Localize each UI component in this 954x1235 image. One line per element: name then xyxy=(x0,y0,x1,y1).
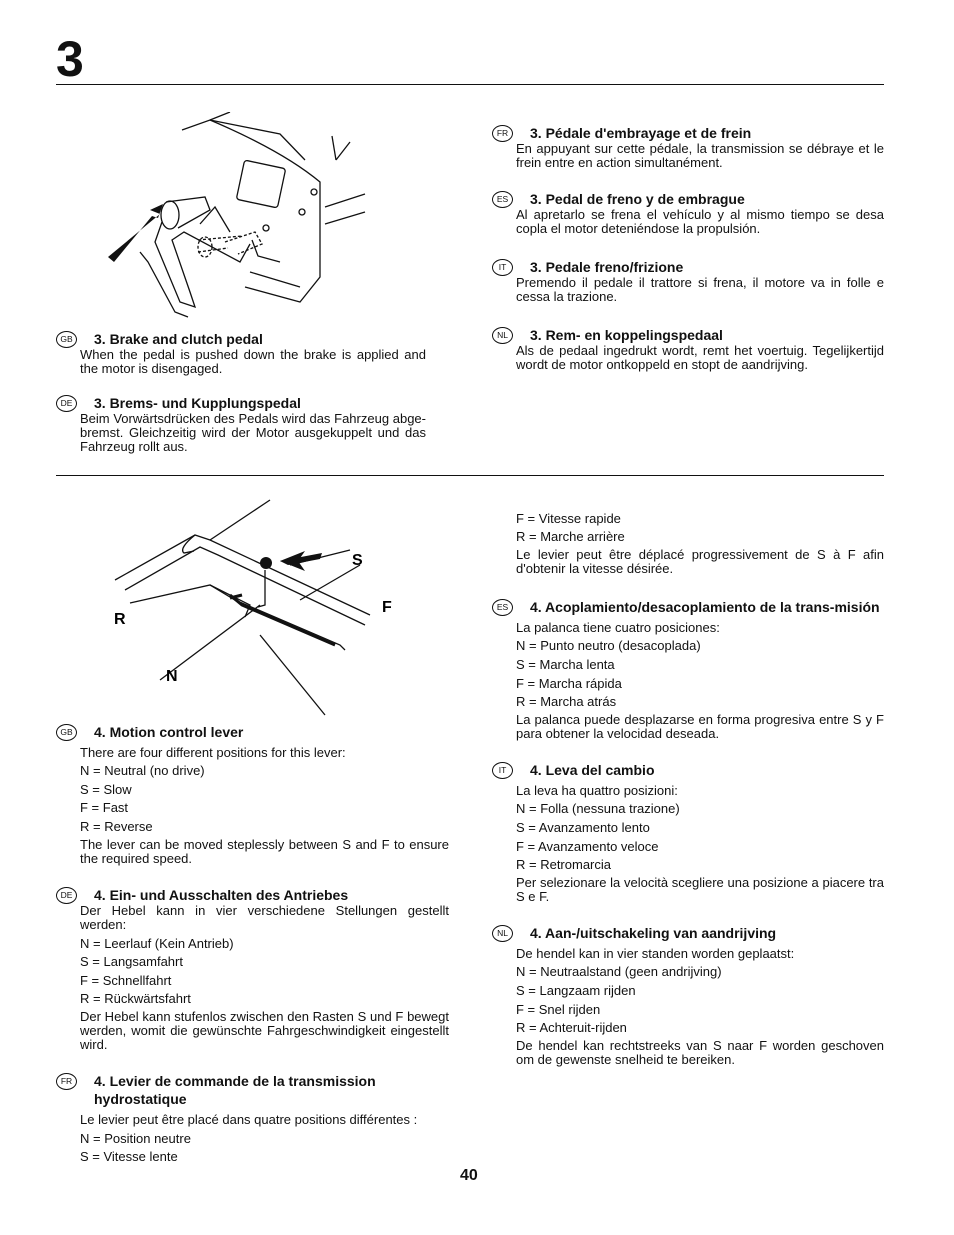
section-title: 4. Motion control lever xyxy=(94,724,244,740)
header-rule xyxy=(56,84,884,85)
language-badge-nl: NL xyxy=(492,925,513,942)
list-item: R = Reverse xyxy=(80,818,153,834)
list-item: S = Langsamfahrt xyxy=(80,954,183,970)
section3-it xyxy=(492,258,884,304)
language-badge-de: DE xyxy=(56,887,77,904)
section-text: De hendel kan rechtstreeks van S naar F worden geschoven om de gewenste snelheid te bereiken. xyxy=(516,1038,884,1068)
section-title: 4. Ein- und Ausschalten des Antriebes xyxy=(94,886,349,903)
section3-fr xyxy=(492,124,884,170)
list-item: N = Leerlauf (Kein Antrieb) xyxy=(80,935,234,951)
language-badge-es: ES xyxy=(492,599,513,616)
section4-right-column xyxy=(492,507,884,1067)
section-text: When the pedal is pushed down the brake is applied and the motor is disengaged. xyxy=(80,347,426,376)
motion-control-lever-illustration xyxy=(100,495,400,720)
list-item: N = Neutraalstand (geen andrijving) xyxy=(516,964,722,980)
section3-left-column xyxy=(56,330,426,454)
section3-de xyxy=(56,394,426,454)
list-item: N = Position neutre xyxy=(80,1130,191,1146)
language-badge-es: ES xyxy=(492,191,513,208)
language-badge-fr: FR xyxy=(492,125,513,142)
section-title: 4. Acoplamiento/desacoplamiento de la trans-misión xyxy=(530,599,880,616)
section-intro: Der Hebel kann in vier verschiedene Stellungen gestellt werden: xyxy=(80,902,449,932)
section-title: 4. Aan-/uitschakeling van aandrijving xyxy=(530,925,777,942)
brake-pedal-illustration xyxy=(100,112,470,322)
list-item: R = Achteruit-rijden xyxy=(516,1020,627,1036)
list-item: N = Punto neutro (desacoplada) xyxy=(516,638,701,654)
section-text: Le levier peut être déplacé progressivement de S à F afin d'obtenir la vitesse désirée. xyxy=(516,547,884,577)
section-title: 3. Pedale freno/frizione xyxy=(530,259,684,275)
list-item: F = Fast xyxy=(80,800,129,816)
list-item: N = Folla (nessuna trazione) xyxy=(516,801,680,817)
section3-nl xyxy=(492,326,884,372)
section-text: La palanca puede desplazarse en forma progresiva entre S y F para obtener la velocidad deseada. xyxy=(516,712,884,742)
language-badge-fr: FR xyxy=(56,1073,77,1090)
section-intro: De hendel kan in vier standen worden geplaatst: xyxy=(516,945,795,961)
language-badge-de: DE xyxy=(56,395,77,412)
section-intro: There are four different positions for this lever: xyxy=(80,744,346,760)
section4-de xyxy=(56,886,449,1052)
section4-gb xyxy=(56,723,449,866)
section3-right-column xyxy=(492,124,884,372)
page-number: 40 xyxy=(460,1167,478,1184)
list-item: F = Schnellfahrt xyxy=(80,972,172,988)
list-item: S = Marcha lenta xyxy=(516,656,615,672)
lever-label-n: N xyxy=(166,668,178,685)
list-item: R = Marcha atrás xyxy=(516,694,617,710)
language-badge-gb: GB xyxy=(56,724,77,741)
list-item: N = Neutral (no drive) xyxy=(80,763,205,779)
section-intro: La palanca tiene cuatro posiciones: xyxy=(516,619,720,635)
section4-fr xyxy=(56,1072,449,1164)
section3-es xyxy=(492,190,884,236)
section3-gb xyxy=(56,330,426,376)
list-item: F = Avanzamento veloce xyxy=(516,838,659,854)
section-divider xyxy=(56,475,884,476)
section4-nl xyxy=(492,924,884,1067)
lever-label-s: S xyxy=(352,552,363,569)
section-title: 3. Brake and clutch pedal xyxy=(94,331,263,347)
section-text: Per selezionare la velocità scegliere una posizione a piacere tra S e F. xyxy=(516,875,884,905)
lever-label-r: R xyxy=(114,611,126,628)
list-item: R = Retromarcia xyxy=(516,857,611,873)
section-text: Premendo il pedale il trattore si frena, il motore va in folle e cessa la trazione. xyxy=(516,275,884,304)
section-text: Al apretarlo se frena el vehículo y al mismo tiempo se desa copla el motor deteniéndose la propulsión. xyxy=(516,207,884,236)
section-text: The lever can be moved steplessly between S and F to ensure the required speed. xyxy=(80,836,449,866)
section-title: 3. Pedal de freno y de embrague xyxy=(530,191,745,207)
section-text: Als de pedaal ingedrukt wordt, remt het voertuig. Tegelijkertijd wordt de motor ontkoppeld en stopt de aandrijving. xyxy=(516,343,884,372)
list-item: F = Vitesse rapide xyxy=(516,510,621,526)
section-text: En appuyant sur cette pédale, la transmission se débraye et le frein entre en action simultanément. xyxy=(516,141,884,170)
lever-label-f: F xyxy=(382,599,392,616)
list-item: S = Avanzamento lento xyxy=(516,819,650,835)
section-intro: Le levier peut être placé dans quatre positions différentes : xyxy=(80,1111,418,1127)
list-item: F = Marcha rápida xyxy=(516,675,622,691)
section4-it xyxy=(492,761,884,904)
list-item: S = Vitesse lente xyxy=(80,1149,178,1165)
language-badge-gb: GB xyxy=(56,331,77,348)
section4-fr-continued xyxy=(492,512,884,577)
section-text: Der Hebel kann stufenlos zwischen den Rasten S und F bewegt werden, womit die gewünschte Fahrgeschwindigkeit eingestellt wird. xyxy=(80,1009,449,1053)
list-item: R = Rückwärtsfahrt xyxy=(80,991,191,1007)
section-title: 3. Pédale d'embrayage et de frein xyxy=(530,125,752,141)
list-item: F = Snel rijden xyxy=(516,1001,601,1017)
language-badge-it: IT xyxy=(492,762,513,779)
section4-es xyxy=(492,598,884,741)
section-title: 4. Leva del cambio xyxy=(530,762,655,779)
list-item: R = Marche arrière xyxy=(516,529,625,545)
section-title: 3. Rem- en koppelingspedaal xyxy=(530,327,723,343)
section-intro: La leva ha quattro posizioni: xyxy=(516,782,678,798)
chapter-number: 3 xyxy=(56,31,84,87)
list-item: S = Slow xyxy=(80,781,132,797)
section-title: 4. Levier de commande de la transmission hydrostatique xyxy=(94,1073,376,1108)
section-title: 3. Brems- und Kupplungspedal xyxy=(94,395,301,411)
language-badge-it: IT xyxy=(492,259,513,276)
section-text: Beim Vorwärtsdrücken des Pedals wird das Fahrzeug abge-bremst. Gleichzeitig wird der Motor ausgekuppelt und das Fahrzeug rollt aus. xyxy=(80,411,426,454)
language-badge-nl: NL xyxy=(492,327,513,344)
section4-left-column xyxy=(56,723,449,1164)
list-item: S = Langzaam rijden xyxy=(516,982,636,998)
